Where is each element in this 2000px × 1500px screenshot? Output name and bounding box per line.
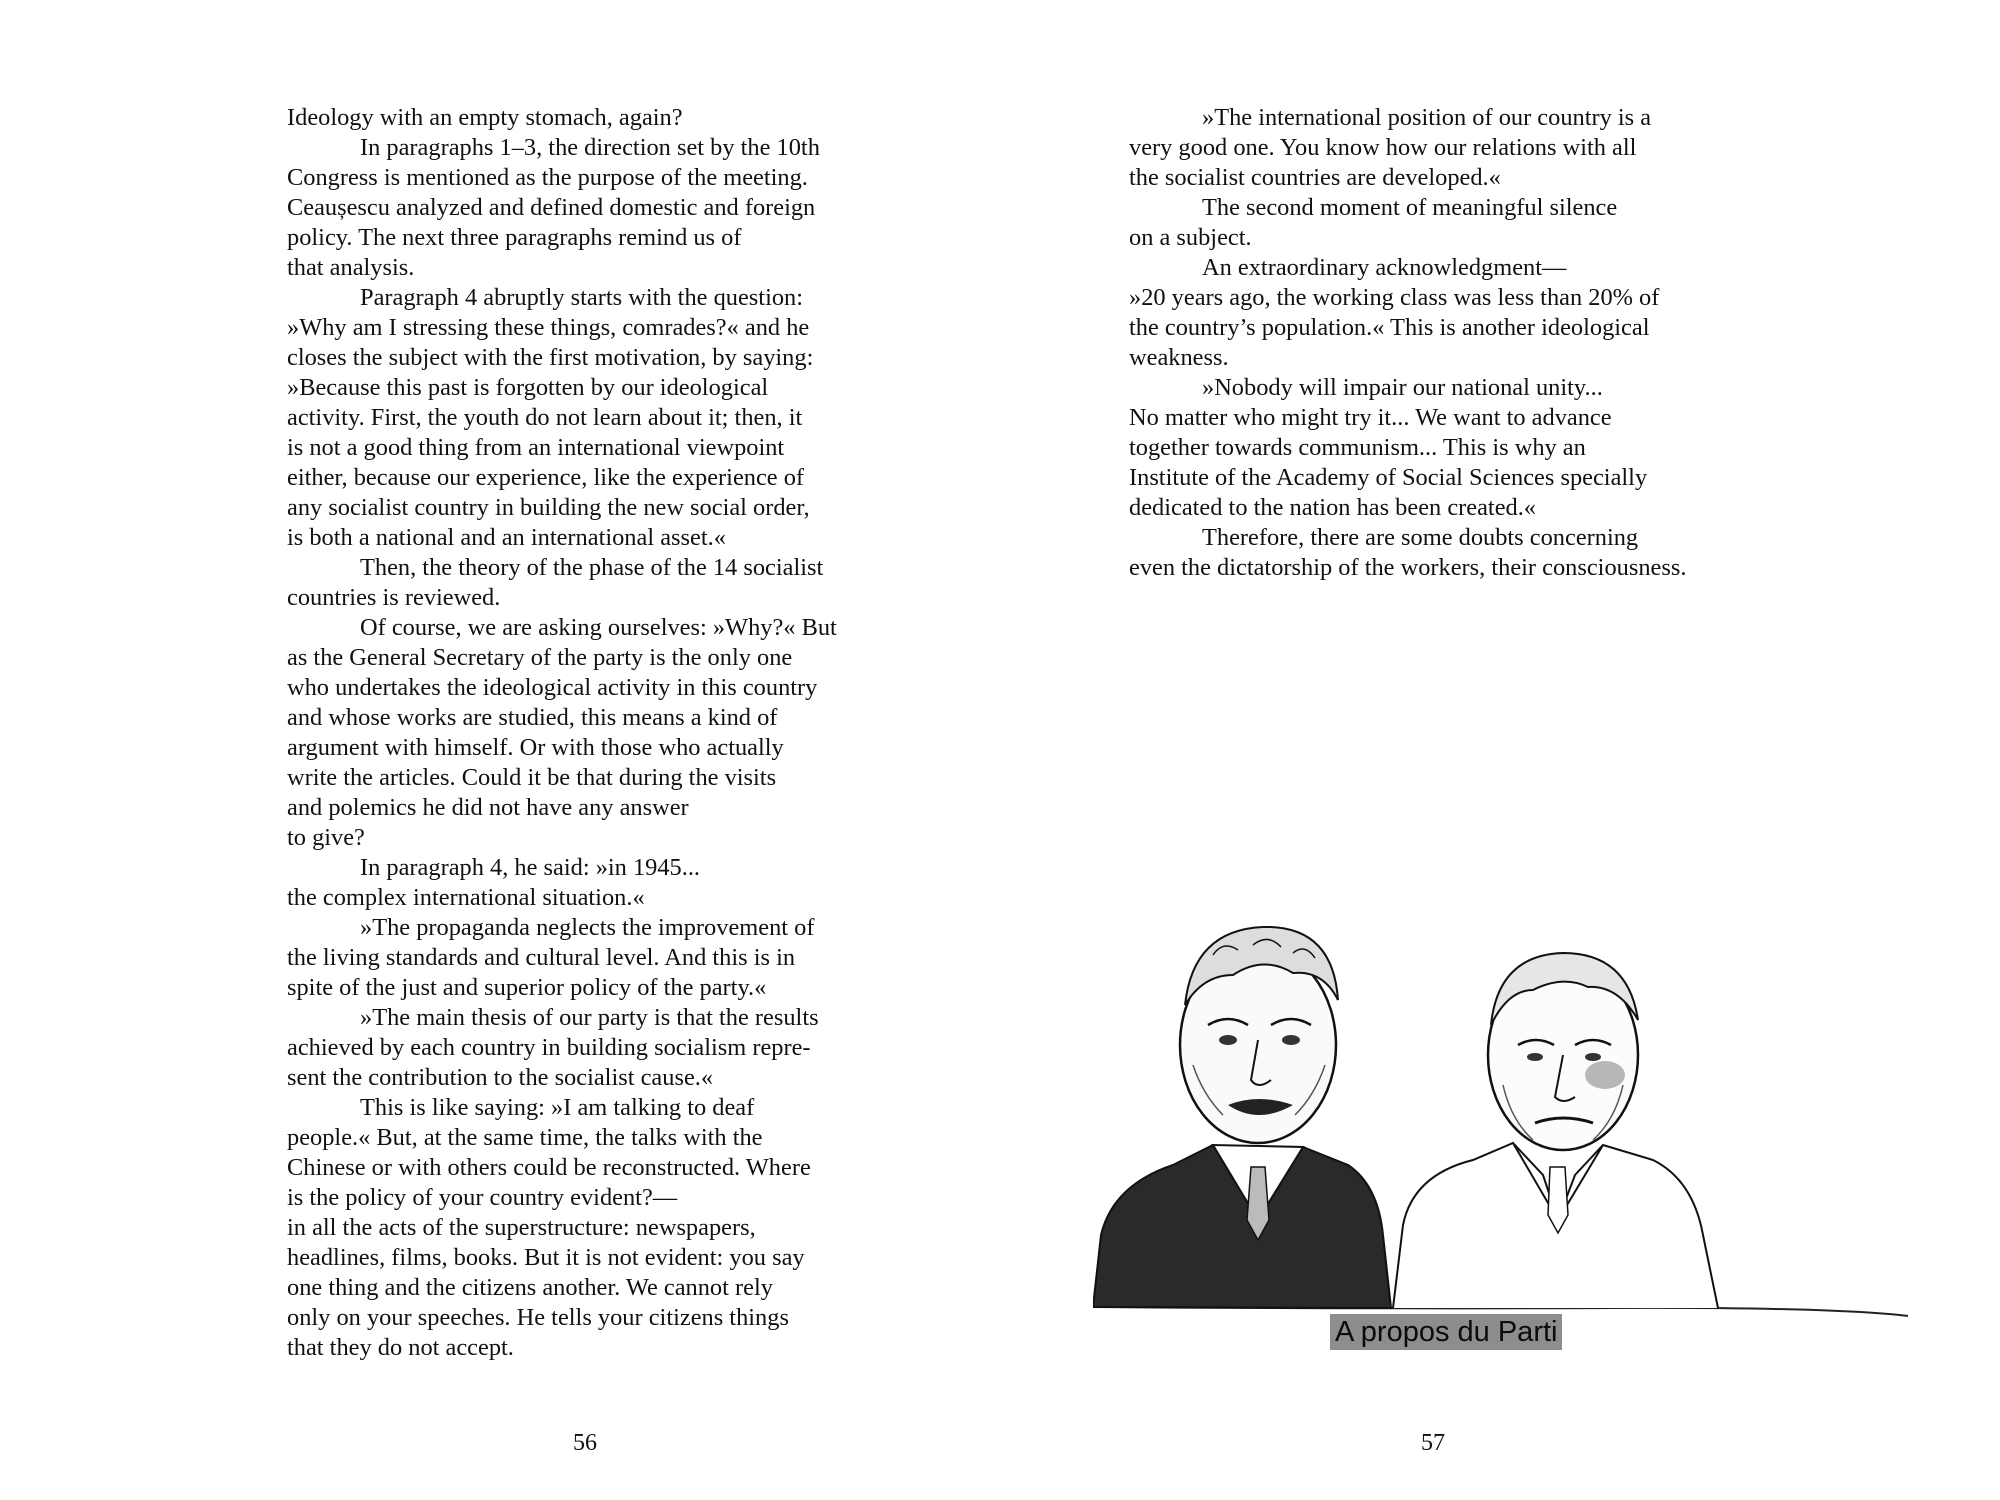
text-line: headlines, films, books. But it is not evident: you say (287, 1244, 805, 1271)
text-line: Therefore, there are some doubts concerning (1202, 524, 1639, 551)
right-page (1000, 0, 2000, 1500)
text-line: »The main thesis of our party is that the results (360, 1004, 819, 1031)
text-line: weakness. (1129, 344, 1229, 371)
text-line: who undertakes the ideological activity in this country (287, 674, 818, 701)
text-line: the complex international situation.« (287, 884, 645, 911)
text-line: is both a national and an international asset.« (287, 524, 726, 551)
text-line: Ceaușescu analyzed and defined domestic and foreign (287, 194, 816, 221)
text-line: In paragraph 4, he said: »in 1945... (360, 854, 701, 881)
text-line: that they do not accept. (287, 1334, 514, 1361)
text-line: and whose works are studied, this means a kind of (287, 704, 778, 731)
text-line: and polemics he did not have any answer (287, 794, 689, 821)
text-line: Ideology with an empty stomach, again? (287, 104, 683, 131)
text-line: any socialist country in building the new social order, (287, 494, 810, 521)
text-line: is not a good thing from an international viewpoint (287, 434, 785, 461)
text-line: that analysis. (287, 254, 415, 281)
illustration-caption: A propos du Parti (1330, 1314, 1562, 1350)
text-line: In paragraphs 1–3, the direction set by the 10th (360, 134, 820, 161)
text-line: the country’s population.« This is another ideological (1129, 314, 1650, 341)
text-line: spite of the just and superior policy of the party.« (287, 974, 767, 1001)
text-line: in all the acts of the superstructure: newspapers, (287, 1214, 756, 1241)
text-line: Of course, we are asking ourselves: »Why?« But (360, 614, 837, 641)
text-line: »Because this past is forgotten by our ideological (287, 374, 769, 401)
text-line: Then, the theory of the phase of the 14 socialist (360, 554, 824, 581)
text-line: Institute of the Academy of Social Sciences specially (1129, 464, 1648, 491)
text-line: together towards communism... This is why an (1129, 434, 1586, 461)
page-number-right: 57 (1421, 1430, 1445, 1456)
text-line: »Nobody will impair our national unity... (1202, 374, 1603, 401)
text-line: countries is reviewed. (287, 584, 501, 611)
text-line: »20 years ago, the working class was less than 20% of (1129, 284, 1660, 311)
text-line: »Why am I stressing these things, comrades?« and he (287, 314, 810, 341)
text-line: Congress is mentioned as the purpose of the meeting. (287, 164, 808, 191)
text-line: An extraordinary acknowledgment— (1202, 254, 1567, 281)
text-line: closes the subject with the first motivation, by saying: (287, 344, 814, 371)
text-line: the socialist countries are developed.« (1129, 164, 1501, 191)
text-line: argument with himself. Or with those who actually (287, 734, 784, 761)
text-line: either, because our experience, like the experience of (287, 464, 805, 491)
text-line: on a subject. (1129, 224, 1252, 251)
text-line: even the dictatorship of the workers, their consciousness. (1129, 554, 1687, 581)
two-men-portrait-drawing-icon (1093, 875, 1908, 1335)
text-line: »The international position of our country is a (1202, 104, 1652, 131)
text-line: »The propaganda neglects the improvement of (360, 914, 815, 941)
left-page-text (287, 103, 907, 1363)
text-line: as the General Secretary of the party is the only one (287, 644, 793, 671)
right-page-text (1129, 103, 1749, 583)
text-line: very good one. You know how our relations with all (1129, 134, 1637, 161)
text-line: This is like saying: »I am talking to deaf (360, 1094, 755, 1121)
text-line: one thing and the citizens another. We cannot rely (287, 1274, 773, 1301)
text-line: dedicated to the nation has been created.« (1129, 494, 1537, 521)
text-line: No matter who might try it... We want to advance (1129, 404, 1612, 431)
page-number-left: 56 (573, 1430, 597, 1456)
text-line: achieved by each country in building socialism repre- (287, 1034, 811, 1061)
text-line: policy. The next three paragraphs remind us of (287, 224, 742, 251)
text-line: is the policy of your country evident?— (287, 1184, 678, 1211)
text-line: to give? (287, 824, 365, 851)
text-line: activity. First, the youth do not learn about it; then, it (287, 404, 803, 431)
text-line: sent the contribution to the socialist cause.« (287, 1064, 714, 1091)
text-line: The second moment of meaningful silence (1202, 194, 1618, 221)
text-line: Paragraph 4 abruptly starts with the question: (360, 284, 804, 311)
text-line: Chinese or with others could be reconstructed. Where (287, 1154, 811, 1181)
text-line: write the articles. Could it be that during the visits (287, 764, 777, 791)
text-line: the living standards and cultural level. And this is in (287, 944, 796, 971)
text-line: only on your speeches. He tells your citizens things (287, 1304, 789, 1331)
text-line: people.« But, at the same time, the talks with the (287, 1124, 763, 1151)
